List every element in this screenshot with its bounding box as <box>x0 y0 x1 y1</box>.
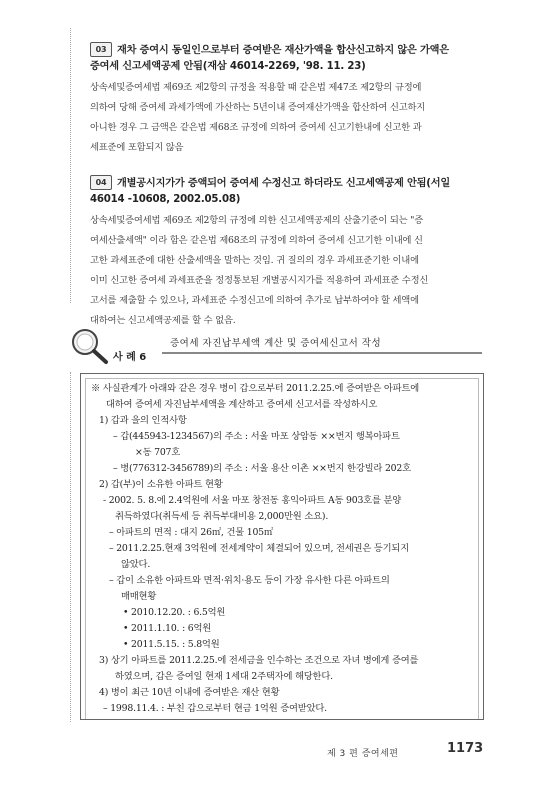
case-fact-line: 취득하였다(취득세 등 취득부대비용 2,000만원 소요). <box>115 511 329 522</box>
ruling-section <box>90 42 490 158</box>
heading-line: 개별공시지가가 증액되어 증여세 수정신고 하더라도 신고세액공제 안됨(서일 <box>117 178 451 189</box>
case-fact-line: 하였으며, 갑은 증여일 현재 1세대 2주택자에 해당한다. <box>115 671 333 682</box>
footer-section-label: 제 3 편 증여세편 <box>327 749 399 759</box>
case-fact-line: 4) 병이 최근 10년 이내에 증여받은 재산 현황 <box>99 687 280 698</box>
case-fact-line: – 갑(445943-1234567)의 주소 : 서울 마포 상암동 ××번지 행복아파트 <box>113 431 400 442</box>
case-fact-line: – 갑이 소유한 아파트와 면적·위치·용도 등이 가장 유사한 다른 아파트의 <box>109 575 390 586</box>
case-fact-line: 대하여 증여세 자진납부세액을 계산하고 증여세 신고서를 작성하시오 <box>106 399 378 410</box>
body-line: 고서를 제출할 수 있으나, 과세표준 수정신고에 의하여 추가로 납부하여야 할 세액에 <box>90 295 419 306</box>
case-title: 증여세 자진납부세액 계산 및 증여세신고서 작성 <box>170 338 382 349</box>
ruling-number-badge: 04 <box>90 175 112 190</box>
case-fact-line: – 아파트의 면적 : 대지 26㎡, 건물 105㎡ <box>109 527 273 538</box>
margin-dotted-line <box>70 28 71 303</box>
case-fact-line: – 2011.2.25.현재 3억원에 전세계약이 체결되어 있으며, 전세권은 등기되지 <box>109 543 409 554</box>
case-fact-line: 3) 상기 아파트를 2011.2.25.에 전세금을 인수하는 조건으로 자녀 병에게 증여를 <box>99 655 419 666</box>
case-fact-line: – 1998.11.4. : 부친 갑으로부터 현금 1억원 증여받았다. <box>103 703 327 714</box>
case-fact-line: 2) 갑(부)이 소유한 아파트 현황 <box>99 479 223 490</box>
body-line: 고한 과세표준에 대한 산출세액을 말하는 것임. 귀 질의의 경우 과세표준기한 이내에 <box>90 255 419 266</box>
heading-line: 증여세 신고세액공제 안됨(재삼 46014-2269, '98. 11. 23) <box>90 61 366 72</box>
heading-line: 재차 증여시 동일인으로부터 증여받은 재산가액을 합산신고하지 않은 가액은 <box>117 45 449 56</box>
case-label: 사 례 6 <box>113 352 147 363</box>
magnifier-icon <box>68 326 112 366</box>
body-line: 아니한 경우 그 금액은 같은법 제68조 규정에 의하여 증여세 신고기한내에 신고한 과 <box>90 122 422 133</box>
case-fact-line: ※ 사실관계가 아래와 같은 경우 병이 갑으로부터 2011.2.25.에 증여받은 아파트에 <box>91 383 420 394</box>
ruling-heading <box>90 175 490 208</box>
body-line: 의하여 당해 증여세 과세가액에 가산하는 5년이내 증여재산가액을 합산하여 신고하지 <box>90 102 426 113</box>
body-line: 상속세및증여세법 제69조 제2항의 규정을 적용할 때 같은법 제47조 제2항의 규정에 <box>90 82 422 93</box>
case-fact-line: ×동 707호 <box>135 447 181 458</box>
body-line: 대하여는 신고세액공제를 할 수 없음. <box>90 315 236 326</box>
case-fact-line: • 2011.1.10. : 6억원 <box>123 623 212 634</box>
margin-dotted-line <box>70 372 71 722</box>
ruling-body <box>90 211 490 331</box>
ruling-heading <box>90 42 490 75</box>
heading-line: 46014 -10608, 2002.05.08) <box>90 194 241 205</box>
case-fact-line: • 2011.5.15. : 5.8억원 <box>123 639 220 650</box>
body-line: 세표준에 포함되지 않음 <box>90 142 184 153</box>
ruling-body <box>90 78 490 158</box>
body-line: 이미 신고한 증여세 과세표준을 정정통보된 개별공시지가를 적용하여 과세표준 수정신 <box>90 275 429 286</box>
case-fact-line: 매매현황 <box>121 591 157 602</box>
ruling-section <box>90 175 490 331</box>
body-line: 상속세및증여세법 제69조 제2항의 규정에 의한 신고세액공제의 산출기준이 되는 "증 <box>90 215 424 226</box>
case-fact-line: 않았다. <box>121 559 151 570</box>
case-facts-box <box>80 373 484 720</box>
case-fact-line: 1) 갑과 을의 인적사항 <box>99 415 187 426</box>
case-fact-line: – 병(776312-3456789)의 주소 : 서울 용산 이촌 ××번지 한강빌라 202호 <box>113 463 411 474</box>
ruling-number-badge: 03 <box>90 42 112 57</box>
body-line: 여세산출세액" 이라 함은 같은법 제68조의 규정에 의하여 증여세 신고기한 이내에 신 <box>90 235 423 246</box>
case-fact-line: - 2002. 5. 8.에 2.4억원에 서울 마포 창전동 홍익아파트 A동 903호를 분양 <box>103 495 402 506</box>
page-number: 1173 <box>447 741 484 756</box>
case-fact-line: • 2010.12.20. : 6.5억원 <box>123 607 226 618</box>
